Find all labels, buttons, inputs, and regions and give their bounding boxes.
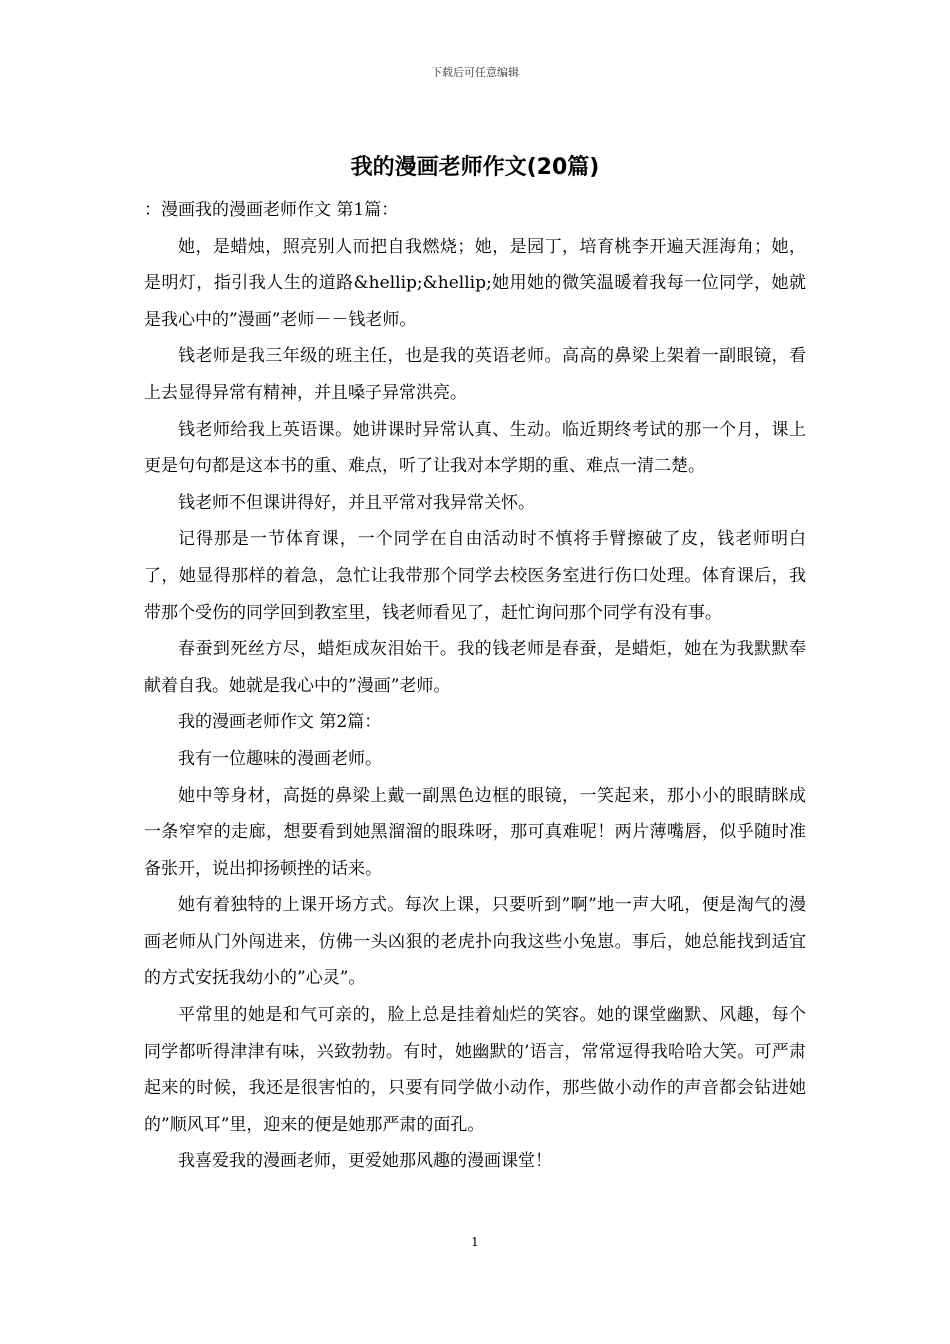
paragraph: 记得那是一节体育课，一个同学在自由活动时不慎将手臂擦破了皮，钱老师明白了，她显得那样的着急，急忙让我带那个同学去校医务室进行伤口处理。体育课后，我带那个受伤的同学回到教室里，钱老师看见了，赶忙询问那个同学有没有事。: [144, 529, 806, 623]
page-number: 1: [471, 1235, 479, 1249]
paragraph: 我喜爱我的漫画老师，更爱她那风趣的漫画课堂！: [178, 1151, 552, 1172]
paragraph: 她中等身材，高挺的鼻梁上戴一副黑色边框的眼镜，一笑起来，那小小的眼睛眯成一条窄窄的走廊，想要看到她黑溜溜的眼珠呀，那可真难呢！两片薄嘴唇，似乎随时准备张开，说出抑扬顿挫的话来。: [144, 785, 806, 879]
section-heading-2: 我的漫画老师作文 第2篇：: [178, 712, 382, 733]
document-body: [144, 192, 806, 1180]
paragraph: 她有着独特的上课开场方式。每次上课，只要听到”啊”地一声大吼，便是淘气的漫画老师从门外闯进来，仿佛一头凶狠的老虎扑向我这些小兔崽。事后，她总能找到适宜的方式安抚我幼小的”心灵”。: [144, 895, 806, 989]
paragraph: 她，是蜡烛，照亮别人而把自我燃烧；她，是园丁，培育桃李开遍天涯海角；她，是明灯，指引我人生的道路&hellip;&hellip;她用她的微笑温暖着我每一位同学，她就是我心中的”漫画”老师－－钱老师。: [144, 236, 806, 330]
header-note: 下载后可任意编辑: [431, 66, 519, 79]
paragraph: 钱老师不但课讲得好，并且平常对我异常关怀。: [178, 492, 535, 513]
paragraph: 我有一位趣味的漫画老师。: [178, 748, 382, 769]
paragraph: 钱老师是我三年级的班主任，也是我的英语老师。高高的鼻梁上架着一副眼镜，看上去显得异常有精神，并且嗓子异常洪亮。: [144, 346, 806, 403]
paragraph: 钱老师给我上英语课。她讲课时异常认真、生动。临近期终考试的那一个月，课上更是句句都是这本书的重、难点，听了让我对本学期的重、难点一清二楚。: [144, 419, 806, 477]
paragraph: 平常里的她是和气可亲的，脸上总是挂着灿烂的笑容。她的课堂幽默、风趣，每个同学都听得津津有味，兴致勃勃。有时，她幽默的’语言，常常逗得我哈哈大笑。可严肃起来的时候，我还是很害怕的，只要有同学做小动作，那些做小动作的声音都会钻进她的”顺风耳”里，迎来的便是她那严肃的面孔。: [144, 1005, 806, 1135]
section-heading-1: ：漫画我的漫画老师作文 第1篇：: [144, 200, 399, 220]
paragraph: 春蚕到死丝方尽，蜡炬成灰泪始干。我的钱老师是春蚕，是蜡炬，她在为我默默奉献着自我。她就是我心中的”漫画”老师。: [144, 639, 806, 696]
document-title: 我的漫画老师作文(20篇): [350, 155, 600, 180]
